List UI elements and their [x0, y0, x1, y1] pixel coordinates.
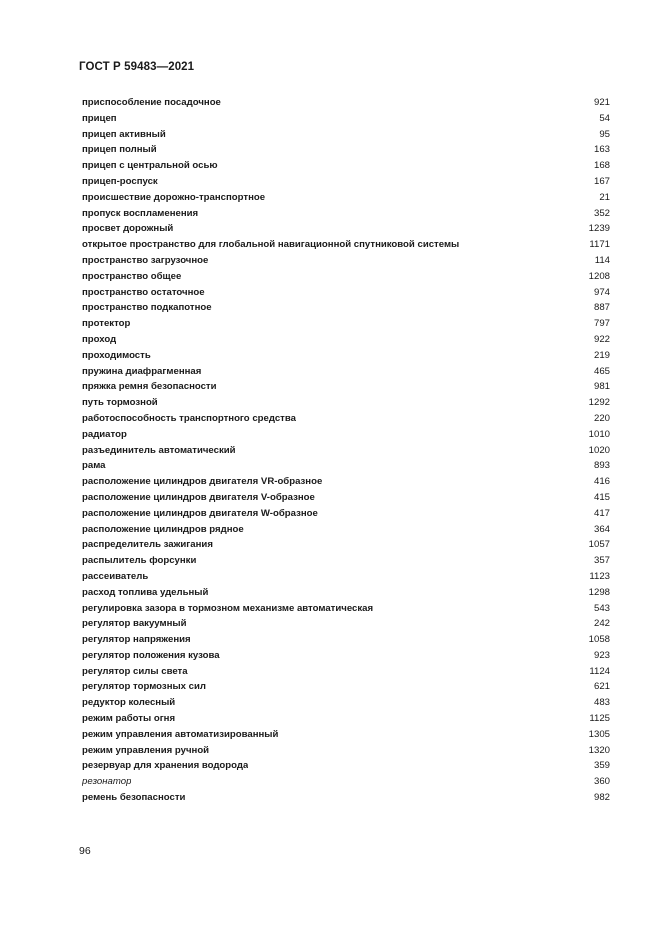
- index-page-ref: 1058: [588, 634, 610, 646]
- index-page-ref: 114: [594, 254, 610, 266]
- index-entry: [82, 474, 610, 490]
- index-term: режим управления ручной: [82, 744, 210, 756]
- index-term: проход: [82, 333, 117, 345]
- index-page-ref: 483: [593, 697, 610, 709]
- index-entry: [82, 648, 610, 664]
- index-term: рассеиватель: [82, 570, 149, 582]
- index-term: режим работы огня: [82, 713, 176, 725]
- index-entry: [82, 221, 610, 237]
- index-page-ref: 360: [593, 776, 610, 788]
- index-page-ref: 416: [593, 476, 610, 488]
- index-term: пропуск воспламенения: [82, 207, 199, 219]
- index-page-ref: 359: [593, 760, 610, 772]
- index-entry: [82, 364, 610, 380]
- index-entry: [82, 490, 610, 506]
- index-entry: [82, 569, 610, 585]
- index-page-ref: 621: [593, 681, 610, 693]
- index-term: распределитель зажигания: [82, 539, 213, 551]
- index-page-ref: 1171: [589, 239, 610, 251]
- index-term: радиатор: [82, 428, 127, 440]
- index-entry: [82, 458, 610, 474]
- index-page-ref: 465: [593, 365, 610, 377]
- index-entry: [82, 758, 610, 774]
- index-page-ref: 21: [599, 191, 610, 203]
- index-entry: [82, 300, 610, 316]
- index-entry: [82, 253, 610, 269]
- index-page-ref: 1010: [588, 428, 610, 440]
- index-page-ref: 893: [593, 460, 610, 472]
- index-term: редуктор колесный: [82, 697, 176, 709]
- index-term: разъединитель автоматический: [82, 444, 236, 456]
- index-page-ref: 1020: [588, 444, 610, 456]
- index-term: пространство общее: [82, 270, 182, 282]
- index-entry: [82, 443, 610, 459]
- index-term: пространство загрузочное: [82, 254, 209, 266]
- index-entry: [82, 237, 610, 253]
- index-term: ремень безопасности: [82, 792, 186, 804]
- index-entry: [82, 743, 610, 759]
- index-page-ref: 415: [593, 491, 610, 503]
- index-term: путь тормозной: [82, 397, 158, 409]
- index-page-ref: 357: [593, 555, 610, 567]
- index-page-ref: 54: [599, 112, 610, 124]
- index-term: расположение цилиндров двигателя W-образное: [82, 507, 318, 519]
- index-page-ref: 167: [593, 175, 610, 187]
- index-page-ref: 797: [593, 318, 610, 330]
- index-term: пружина диафрагменная: [82, 365, 202, 377]
- index-entry: [82, 158, 610, 174]
- index-page-ref: 1292: [588, 397, 610, 409]
- index-page-ref: 1320: [588, 744, 610, 756]
- index-entry: [82, 774, 610, 790]
- index-term: регулятор силы света: [82, 665, 188, 677]
- index-term: резервуар для хранения водорода: [82, 760, 249, 772]
- index-entry: [82, 379, 610, 395]
- index-page-ref: 982: [593, 792, 610, 804]
- index-entry: [82, 285, 610, 301]
- index-entry: [82, 664, 610, 680]
- index-entry: [82, 616, 610, 632]
- index-term: приспособление посадочное: [82, 97, 221, 108]
- index-entry: [82, 348, 610, 364]
- index-entry: [82, 427, 610, 443]
- index-entry: [82, 585, 610, 601]
- index-term: проходимость: [82, 349, 151, 361]
- index-entry: [82, 111, 610, 127]
- index-page-ref: 543: [593, 602, 610, 614]
- index-term: просвет дорожный: [82, 223, 174, 235]
- index-term: пространство подкапотное: [82, 302, 212, 314]
- index-term: прицеп активный: [82, 128, 166, 140]
- index-page-ref: 1208: [588, 270, 610, 282]
- index-term: работоспособность транспортного средства: [82, 412, 296, 424]
- index-entry: [82, 269, 610, 285]
- index-entry: [82, 522, 610, 538]
- index-entry: [82, 553, 610, 569]
- index-term: рама: [82, 460, 106, 472]
- index-entry: [82, 711, 610, 727]
- index-term: прицеп-роспуск: [82, 175, 158, 187]
- index-term: режим управления автоматизированный: [82, 728, 279, 740]
- index-entry: [82, 601, 610, 617]
- index-entry: [82, 679, 610, 695]
- index-term: прицеп: [82, 112, 117, 124]
- index-page-ref: 95: [599, 128, 610, 140]
- index-page-ref: 163: [593, 144, 610, 156]
- index-term: расположение цилиндров двигателя V-образное: [82, 491, 315, 503]
- index-term: открытое пространство для глобальной навигационной спутниковой системы: [82, 239, 460, 251]
- index-page-ref: 887: [593, 302, 610, 314]
- index-entry: [82, 632, 610, 648]
- index-entry: [82, 142, 610, 158]
- document-header: ГОСТ Р 59483—2021: [79, 61, 195, 73]
- page-number: 96: [79, 845, 91, 857]
- index-page-ref: 219: [593, 349, 610, 361]
- index-entry: [82, 695, 610, 711]
- index-term: пространство остаточное: [82, 286, 205, 298]
- index-entry: [82, 790, 610, 806]
- index-page-ref: 168: [593, 160, 610, 172]
- index-term: распылитель форсунки: [82, 555, 197, 567]
- index-page-ref: 1125: [589, 713, 610, 725]
- index-term: регулятор напряжения: [82, 634, 191, 646]
- index-page-ref: 242: [593, 618, 610, 630]
- index-page-ref: 1124: [589, 665, 610, 677]
- index-entry: [82, 727, 610, 743]
- index-entry: [82, 395, 610, 411]
- index-entry: [82, 174, 610, 190]
- index-term: расход топлива удельный: [82, 586, 209, 598]
- index-page-ref: 417: [593, 507, 610, 519]
- index-page-ref: 1298: [588, 586, 610, 598]
- index-term: регулятор положения кузова: [82, 649, 220, 661]
- index-page-ref: 921: [593, 97, 610, 108]
- index-page-ref: 1123: [589, 570, 610, 582]
- index-entry: [82, 127, 610, 143]
- index-term: пряжка ремня безопасности: [82, 381, 217, 393]
- index-entry: [82, 506, 610, 522]
- index-entry: [82, 206, 610, 222]
- index-term: регулировка зазора в тормозном механизме автоматическая: [82, 602, 374, 614]
- index-term: прицеп с центральной осью: [82, 160, 218, 172]
- index-term: расположение цилиндров двигателя VR-образное: [82, 476, 323, 488]
- index-term: регулятор тормозных сил: [82, 681, 207, 693]
- index-page-ref: 922: [593, 333, 610, 345]
- index-page-ref: 1239: [588, 223, 610, 235]
- index-term: резонатор: [82, 776, 132, 788]
- index-term: регулятор вакуумный: [82, 618, 187, 630]
- index-term: происшествие дорожно-транспортное: [82, 191, 266, 203]
- index-page-ref: 974: [593, 286, 610, 298]
- index-page-ref: 220: [593, 412, 610, 424]
- index-entry: [82, 316, 610, 332]
- index-entry: [82, 190, 610, 206]
- index-entry: [82, 95, 610, 111]
- index-page-ref: 923: [593, 649, 610, 661]
- index-term: расположение цилиндров рядное: [82, 523, 244, 535]
- index-page-ref: 1057: [588, 539, 610, 551]
- alphabetical-index: [82, 95, 610, 806]
- index-page-ref: 1305: [588, 728, 610, 740]
- index-page-ref: 352: [593, 207, 610, 219]
- index-page-ref: 364: [593, 523, 610, 535]
- index-entry: [82, 411, 610, 427]
- index-term: протектор: [82, 318, 131, 330]
- index-entry: [82, 537, 610, 553]
- index-entry: [82, 332, 610, 348]
- index-page-ref: 981: [593, 381, 610, 393]
- index-term: прицеп полный: [82, 144, 157, 156]
